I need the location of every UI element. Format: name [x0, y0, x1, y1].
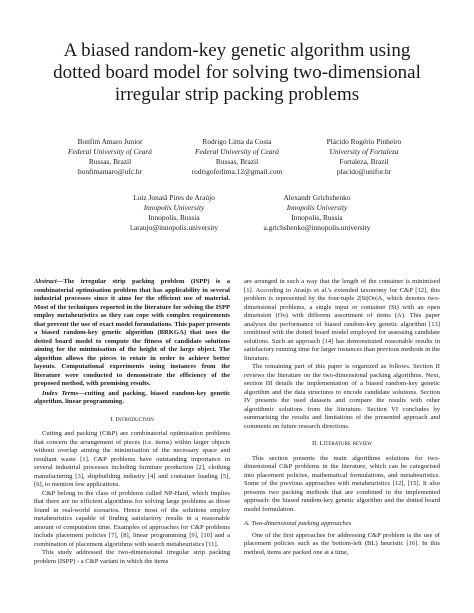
author-email: l.araujo@innopolis.university	[129, 223, 219, 232]
author-block-3	[308, 137, 420, 177]
author-block-1	[55, 137, 165, 177]
author-affiliation: Innopolis University	[143, 203, 205, 212]
author-location: Fortaleza, Brazil	[339, 157, 389, 166]
author-location: Innopolis, Russia	[291, 213, 343, 222]
title-line-3: irregular strip packing problems	[114, 84, 360, 105]
author-block-4	[108, 193, 240, 233]
author-affiliation: Federal University of Ceará	[68, 147, 152, 156]
abstract	[34, 278, 230, 389]
paper-title	[0, 40, 474, 106]
author-block-5	[250, 193, 384, 233]
author-block-2	[180, 137, 294, 177]
author-email: rodrigoferlima.12@gmail.com	[191, 167, 283, 176]
author-name: Rodrigo Lima da Costa	[202, 137, 272, 146]
paragraph: C&P belong to the class of problems called NP-Hard, which implies that there are no efficient algorithms for solving large problems as those found in real-world scenarios. Hence most of the solutions employ metaheuristics capable of finding satisfactory results in a reasonable amount of computation time. Examples of approaches for C&P problems include placement policies [7], [8], linear programming [9], [10] and a combination of placement algorithms with search metaheuristics [11].	[34, 489, 230, 548]
author-affiliation: Federal University of Ceará	[195, 147, 279, 156]
subsection-heading: A. Two-dimensional packing approaches	[244, 520, 352, 527]
author-name: Plácido Rogério Pinheiro	[326, 137, 402, 146]
paragraph: This section presents the main algorithms solutions for two-dimensional C&P problems in the literature, which can be categorised into placement policies, mathematical formulations, and metaheuristics. Some of the previous approaches with metaheuristics [12], [15]. It also presents two packing methods that are combined in the implemented approach: the biased random-key genetic algorithm and the dotted board model formulation.	[244, 454, 440, 513]
author-email: bonfimamaro@ufc.br	[77, 167, 143, 176]
abstract-text: —The irregular strip packing problem (ISPP) is a combinatorial optimisation problem that has applicability in several industrial processes since it aims for the efficient use of material. Most of the techniques reported in the literature for solving the ISPP employ metaheuristics as they can cope with complex requirements that prevent the use of exact model formulations. This paper presents a biased random-key genetic algorithm (BRKGA) that uses the dotted board model to compute the fitness of candidate solutions aiming for the minimisation of the height of the large object. The algorithm allows the pieces to rotate in order to achieve better layouts. Computational experiments using instances from the literature were conducted to demonstrate the efficiency of the proposed method, with promising results.	[34, 278, 230, 387]
author-name: Bonfim Amaro Junior	[77, 137, 143, 146]
author-location: Russas, Brazil	[88, 157, 132, 166]
author-affiliation: University of Fortaleza	[329, 147, 399, 156]
paragraph: This study addressed the two-dimensional irregular strip packing problem (ISPP) - a C&P variant in which the items	[34, 549, 230, 565]
author-name: Alexandr Grichshenko	[283, 193, 351, 202]
right-column	[244, 278, 440, 557]
section-heading-literature-review: II. Literature review	[311, 440, 373, 447]
paragraph: Cutting and packing (C&P) are combinatorial optimisation problems that concern the arrangement of pieces (i.e. items) within larger objects without overlap aiming the minimisation of the necessary space and resultant waste [1]. C&P problems have outstanding importance in several industrial processes including furniture production [2], clothing manufacturing [3], shipbuilding industry [4] and container loading [5], [6], to mention few applications.	[34, 430, 230, 488]
author-location: Russas, Brazil	[215, 157, 259, 166]
section-heading-introduction: I. Introduction	[110, 415, 154, 423]
left-column	[34, 278, 230, 566]
title-line-1: A biased random-key genetic algorithm using	[63, 40, 411, 61]
paragraph: are arranged in such a way that the length of the container is minimised [1]. According to Araújo et al.'s extended taxonomy for C&P [12], this problem is represented by the four-tuple 2|Si|Oo|A, which denotes two-dimensional problems, a single input or container (Si) with an open dimension (Oo) with different assortment of items (A). This paper analyses the performance of biased random-key genetic algorithm [13] combined with the dotted board model employed for assessing candidate solutions. Such an approach [14] has demonstrated reasonable results in satisfactory running time for larger instances than previous methods in the literature.	[244, 278, 440, 362]
index-terms-label: Index Terms	[42, 389, 79, 397]
author-email: a.grichshenko@innopolis.university	[263, 223, 371, 232]
abstract-label: Abstract	[34, 278, 57, 285]
index-terms	[34, 390, 230, 407]
author-affiliation: Innopolis University	[286, 203, 348, 212]
author-email: placido@unifor.br	[336, 167, 392, 176]
author-name: Luiz Jonatã Pires de Araújo	[133, 193, 215, 202]
paragraph: One of the first approaches for addressing C&P problem is the use of placement policies such as the bottom-left (BL) heuristic [16]. In this method, items are packed one at a time,	[244, 531, 440, 556]
author-location: Innopolis, Russia	[148, 213, 200, 222]
paragraph: The remaining part of this paper is organized as follows. Section II reviews the literature on the two-dimensional packing algorithms. Next, section III details the implementation of a biased random-key genetic algorithm and the data structures to encode candidate solutions. Section IV presents the used datasets and compare the results with other algorithmic solutions from the literature. Section VI concludes by summarising the results and limitations of the presented approach and comments on future research directions.	[244, 363, 440, 430]
index-terms-text: —cutting and packing, biased random-key genetic algorithm, linear programming.	[34, 389, 230, 405]
title-line-2: dotted board model for solving two-dimensional	[53, 62, 421, 83]
